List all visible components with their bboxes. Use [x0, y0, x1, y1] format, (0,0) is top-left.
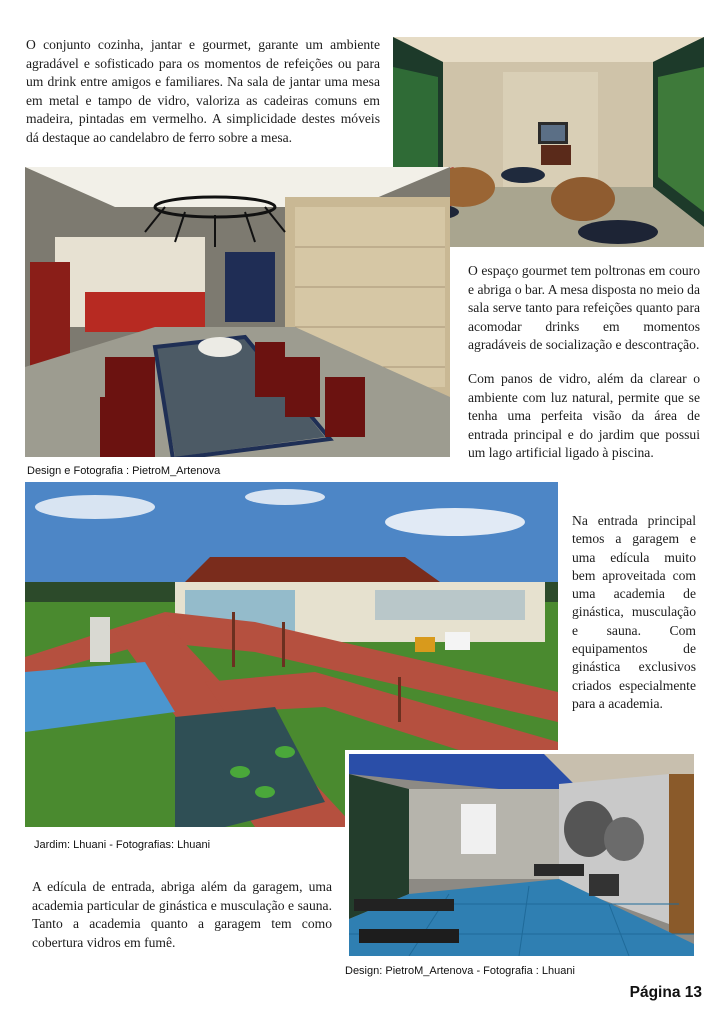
entrance-description: Na entrada principal temos a garagem e uma edícula muito bem aproveitada com uma academia de ginástica, musculação e sauna. Com equipamentos de ginástica exclusivos criados especialmente para a academia.: [572, 513, 696, 711]
gym-interior-photo: [345, 750, 694, 956]
dining-photo-credit: Design e Fotografia : PietroM_Artenova: [27, 465, 221, 477]
dining-room-photo: [25, 167, 450, 457]
gym-photo-credit: Design: PietroM_Artenova - Fotografia : Lhuani: [345, 965, 575, 977]
page-number: Página 13: [629, 984, 702, 1001]
glass-panels-description: Com panos de vidro, além da clarear o ambiente com luz natural, permite que se tenha uma perfeita visão da área de entrada principal e do jardim que possui um lago artificial ligado à piscina.: [468, 371, 700, 460]
gourmet-description: O espaço gourmet tem poltronas em couro e abriga o bar. A mesa disposta no meio da sala serve tanto para refeições quanto para acomodar drinks em momentos agradáveis de socialização e descontração.: [468, 263, 700, 352]
edicula-description: A edícula de entrada, abriga além da garagem, uma academia particular de ginástica e musculação e sauna. Tanto a academia quanto a garagem tem como cobertura vidros em fumê.: [32, 879, 332, 950]
garden-photo-credit: Jardim: Lhuani - Fotografias: Lhuani: [34, 839, 211, 851]
dining-description: O conjunto cozinha, jantar e gourmet, garante um ambiente agradável e sofisticado para os momentos de refeições ou para um drink entre amigos e familiares. Na sala de jantar uma mesa em metal e tampo de vidro, valoriza as cadeiras comuns em madeira, pintadas em vermelho. A simplicidade destes móveis dá destaque ao candelabro de ferro sobre a mesa.: [26, 37, 380, 145]
